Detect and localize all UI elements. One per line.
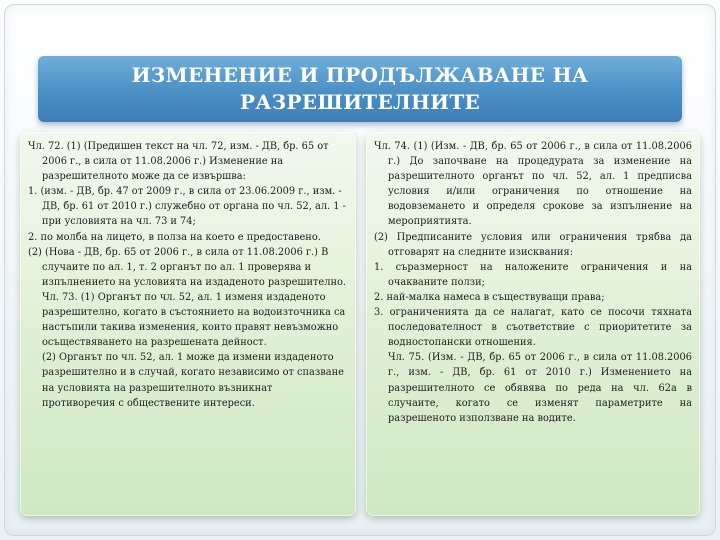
article-72-item-2: 2. по молба на лицето, в полза на което е предоставено. — [28, 231, 321, 243]
article-73-par-2: (2) Органът по чл. 52, ал. 1 може да измени издаденото разрешително и в случай, когато независимо от спазване на условията на разрешителното възникнат противоречия с обществените интереси. — [42, 352, 344, 409]
article-72-par-2: (2) (Нова - ДВ, бр. 65 от 2006 г., в сила от 11.08.2006 г.) В случаите по ал. 1, т. 2 органът по ал. 1 проверява и изпълнението на условията на издаденото разрешително. — [28, 246, 347, 288]
slide-title: ИЗМЕНЕНИЕ И ПРОДЪЛЖАВАНЕ НА РАЗРЕШИТЕЛНИТЕ — [131, 63, 589, 114]
article-72-item-1: 1. (изм. - ДВ, бр. 47 от 2009 г., в сила от 23.06.2009 г., изм. - ДВ, бр. 61 от 2010 г.) служебно от органа по чл. 52, ал. 1 - при условията на чл. 73 и 74; — [28, 186, 346, 228]
article-74-item-2: 2. най-малка намеса в съществуващи права; — [374, 291, 605, 303]
article-74-item-3: 3. ограниченията да се налагат, като се посочи тяхната последователност в съответствие с приоритетите за водностопански отношения. — [374, 307, 692, 349]
article-74-par-2: (2) Предписаните условия или ограничения трябва да отговарят на следните изисквания: — [374, 231, 692, 258]
right-text-panel — [366, 132, 700, 516]
article-74-par-1: Чл. 74. (1) (Изм. - ДВ, бр. 65 от 2006 г., в сила от 11.08.2006 г.) До започване на процедурата за изменение на разрешителното органът по чл. 52, ал. 1 предписва условия и/или ограничения по отношение на водовземането и определя срокове за изпълнение на мероприятията. — [374, 141, 692, 228]
article-73-par-1: Чл. 73. (1) Органът по чл. 52, ал. 1 изменя издаденото разрешително, когато в състоянието на водоизточника са настъпили такива изменения, които правят невъзможно осъществяването на разрешената дейност. — [42, 291, 346, 349]
article-72-par-1: Чл. 72. (1) (Предишен текст на чл. 72, изм. - ДВ, бр. 65 от 2006 г., в сила от 11.08.2006 г.) Изменение на разрешителното може да се извършва: — [28, 141, 329, 183]
left-text-panel — [20, 132, 356, 516]
article-74-item-1: 1. съразмерност на наложените ограничения и на очакваните ползи; — [374, 261, 692, 288]
slide-title-box — [38, 56, 682, 122]
article-75: Чл. 75. (Изм. - ДВ, бр. 65 от 2006 г., в сила от 11.08.2006 г., изм. - ДВ, бр. 61 от 2010 г.) Изменението на разрешителното се обявява по реда на чл. 62а в случаите, когато се изменят параметрите на разрешеното използване на водите. — [388, 352, 692, 424]
